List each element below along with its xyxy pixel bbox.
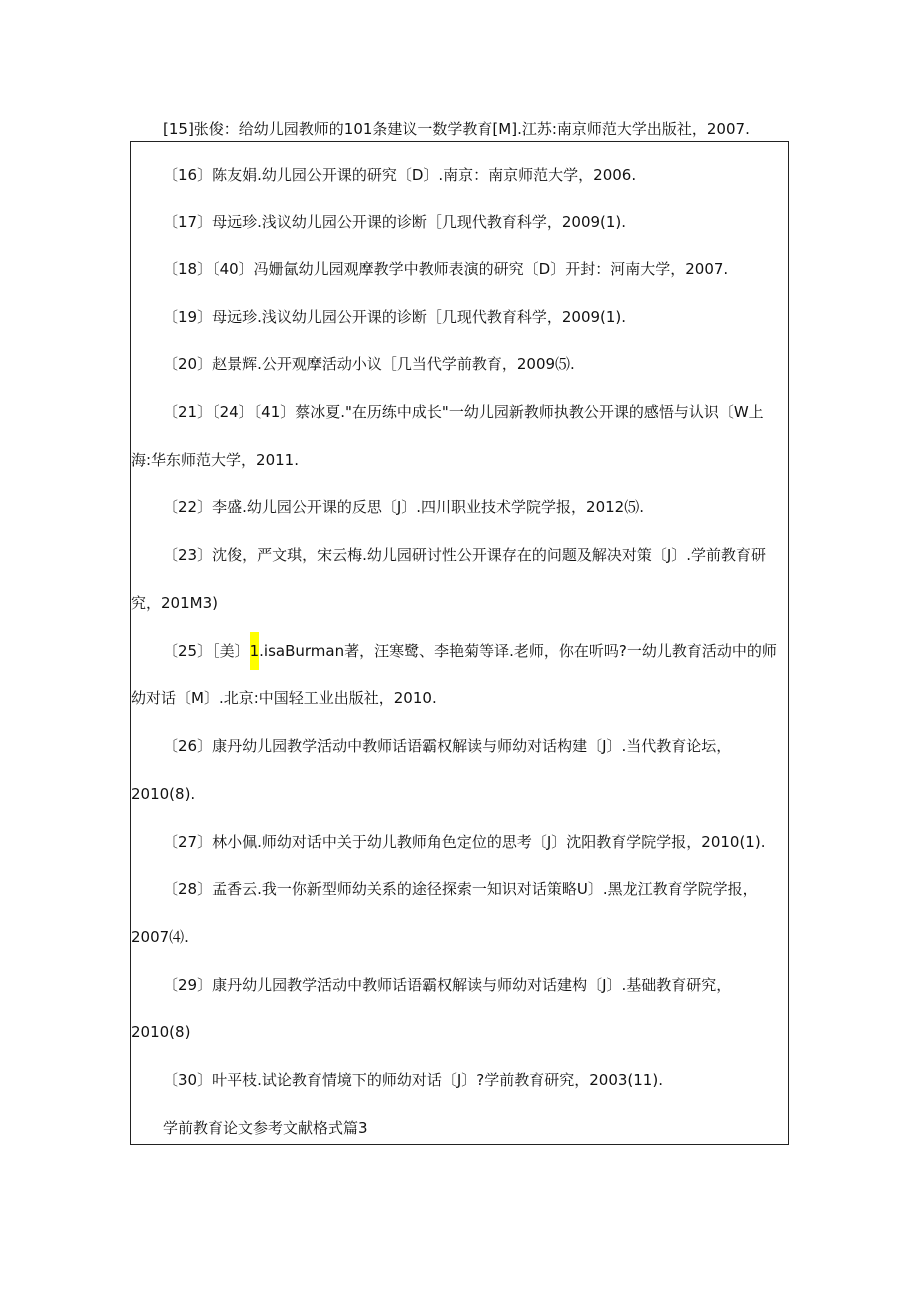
reference-17: 〔17〕母远珍.浅议幼儿园公开课的诊断［几现代教育科学，2009(1). [163, 213, 627, 231]
reference-23-line2: 究，201M3) [131, 594, 218, 612]
reference-25-rest: .isaBurman著，汪寒鹭、李艳菊等译.老师，你在听吗?一幼儿教育活动中的师 [259, 642, 777, 660]
reference-19: 〔19〕母远珍.浅议幼儿园公开课的诊断［几现代教育科学，2009(1). [163, 308, 627, 326]
reference-22: 〔22〕李盛.幼儿园公开课的反思〔J〕.四川职业技术学院学报，2012⑸. [163, 498, 644, 516]
reference-29-line2: 2010(8) [131, 1023, 191, 1041]
highlighted-text: 1 [250, 632, 260, 670]
reference-16: 〔16〕陈友娟.幼儿园公开课的研究〔D〕.南京：南京师范大学，2006. [163, 166, 637, 184]
reference-25-prefix: 〔25〕［美〕 [163, 642, 250, 660]
reference-26-line1: 〔26〕康丹幼儿园教学活动中教师话语霸权解读与师幼对话构建〔J〕.当代教育论坛， [163, 737, 732, 755]
reference-28-line2: 2007⑷. [131, 928, 189, 946]
reference-27: 〔27〕林小佩.师幼对话中关于幼儿教师角色定位的思考〔J〕沈阳教育学院学报，2010(1). [163, 833, 766, 851]
reference-15: [15]张俊：给幼儿园教师的101条建议一数学教育[M].江苏:南京师范大学出版社，2007. [163, 120, 750, 138]
reference-25-line1 [163, 640, 777, 662]
reference-28-line1: 〔28〕孟香云.我一你新型师幼关系的途径探索一知识对话策略U〕.黑龙江教育学院学报， [163, 880, 758, 898]
reference-20: 〔20〕赵景辉.公开观摩活动小议［几当代学前教育，2009⑸. [163, 355, 575, 373]
reference-30: 〔30〕叶平枝.试论教育情境下的师幼对话〔J〕?学前教育研究，2003(11). [163, 1071, 663, 1089]
reference-25-line2: 幼对话〔M〕.北京:中国轻工业出版社，2010. [131, 689, 437, 707]
reference-21-line2: 海:华东师范大学，2011. [131, 451, 299, 469]
reference-21-line1: 〔21〕〔24〕〔41〕蔡冰夏."在历练中成长"一幼儿园新教师执教公开课的感悟与认识〔W上 [163, 403, 764, 421]
reference-26-line2: 2010(8). [131, 785, 196, 803]
reference-18: 〔18〕〔40〕冯姗氤幼儿园观摩教学中教师表演的研究〔D〕开封：河南大学，2007. [163, 260, 729, 278]
reference-23-line1: 〔23〕沈俊，严文琪，宋云梅.幼儿园研讨性公开课存在的问题及解决对策〔J〕.学前教育研 [163, 546, 767, 564]
section-title: 学前教育论文参考文献格式篇3 [163, 1119, 368, 1137]
reference-29-line1: 〔29〕康丹幼儿园教学活动中教师话语霸权解读与师幼对话建构〔J〕.基础教育研究， [163, 976, 732, 994]
